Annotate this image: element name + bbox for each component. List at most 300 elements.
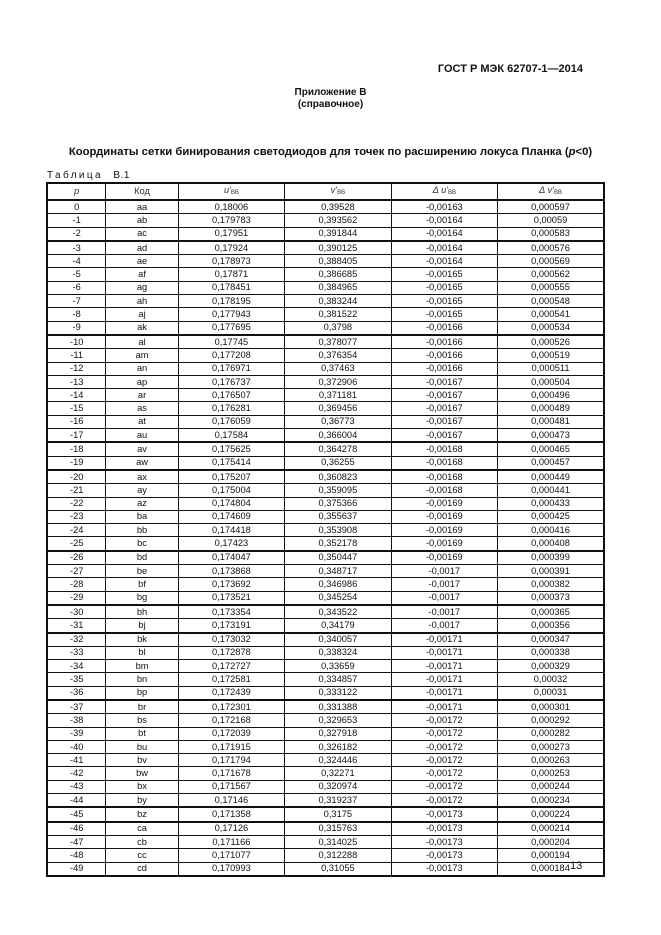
cell-col-delta-v: 0,000548	[498, 295, 604, 308]
header-label: v'	[330, 184, 338, 195]
cell-col-v: 0,32271	[285, 767, 391, 780]
cell-col-v: 0,326182	[285, 740, 391, 753]
cell-col-v: 0,383244	[285, 295, 391, 308]
cell-col-code: bd	[106, 551, 178, 565]
cell-col-delta-u: -0,00171	[391, 646, 497, 659]
cell-col-p: -29	[47, 591, 106, 605]
cell-col-delta-v: 0,000234	[498, 794, 604, 808]
table-row	[47, 456, 604, 470]
cell-col-delta-v: 0,000449	[498, 470, 604, 484]
cell-col-v: 0,34179	[285, 619, 391, 633]
cell-col-u: 0,174804	[178, 497, 284, 510]
cell-col-u: 0,17871	[178, 268, 284, 281]
cell-col-code: as	[106, 402, 178, 415]
cell-col-u: 0,174609	[178, 510, 284, 523]
table-row	[47, 605, 604, 619]
table-row	[47, 619, 604, 633]
cell-col-p: -49	[47, 862, 106, 876]
cell-col-code: bf	[106, 578, 178, 591]
cell-col-p: -28	[47, 578, 106, 591]
cell-col-v: 0,319237	[285, 794, 391, 808]
cell-col-p: -42	[47, 767, 106, 780]
cell-col-u: 0,175004	[178, 484, 284, 497]
cell-col-delta-v: 0,000373	[498, 591, 604, 605]
header-label: Δ v'	[539, 184, 554, 195]
table-row	[47, 362, 604, 375]
cell-col-delta-u: -0,00167	[391, 402, 497, 415]
cell-col-p: -48	[47, 849, 106, 862]
cell-col-v: 0,366004	[285, 429, 391, 443]
cell-col-code: bh	[106, 605, 178, 619]
table-row	[47, 754, 604, 767]
cell-col-delta-u: -0,00167	[391, 389, 497, 402]
cell-col-u: 0,17584	[178, 429, 284, 443]
cell-col-delta-u: -0,0017	[391, 605, 497, 619]
cell-col-code: ac	[106, 227, 178, 241]
cell-col-delta-u: -0,00169	[391, 537, 497, 551]
table-row	[47, 794, 604, 808]
cell-col-delta-u: -0,00165	[391, 268, 497, 281]
cell-col-delta-u: -0,00173	[391, 822, 497, 836]
cell-col-code: bu	[106, 740, 178, 753]
cell-col-delta-v: 0,000408	[498, 537, 604, 551]
cell-col-code: ap	[106, 375, 178, 388]
cell-col-delta-v: 0,000194	[498, 849, 604, 862]
cell-col-v: 0,391844	[285, 227, 391, 241]
cell-col-delta-u: -0,00169	[391, 510, 497, 523]
cell-col-delta-u: -0,00165	[391, 281, 497, 294]
cell-col-delta-v: 0,000473	[498, 429, 604, 443]
cell-col-p: -20	[47, 470, 106, 484]
heading-text: Координаты сетки бинирования светодиодов для точек по расширению локуса Планка (	[68, 146, 569, 158]
cell-col-p: -34	[47, 660, 106, 673]
table-row	[47, 321, 604, 335]
cell-col-v: 0,378077	[285, 335, 391, 349]
cell-col-u: 0,173032	[178, 633, 284, 647]
cell-col-delta-v: 0,000511	[498, 362, 604, 375]
table-row	[47, 375, 604, 388]
cell-col-p: -7	[47, 295, 106, 308]
table-row	[47, 591, 604, 605]
table-row	[47, 295, 604, 308]
cell-col-delta-v: 0,000301	[498, 700, 604, 714]
cell-col-code: bm	[106, 660, 178, 673]
cell-col-u: 0,17951	[178, 227, 284, 241]
cell-col-delta-u: -0,00167	[391, 429, 497, 443]
cell-col-u: 0,174047	[178, 551, 284, 565]
header-label: u'	[223, 184, 231, 195]
cell-col-p: -16	[47, 415, 106, 428]
table-row	[47, 429, 604, 443]
cell-col-u: 0,172301	[178, 700, 284, 714]
data-table	[46, 182, 605, 877]
cell-col-delta-u: -0,0017	[391, 591, 497, 605]
cell-col-p: -8	[47, 308, 106, 321]
cell-col-delta-u: -0,00172	[391, 794, 497, 808]
cell-col-v: 0,324446	[285, 754, 391, 767]
table-row	[47, 484, 604, 497]
cell-col-u: 0,174418	[178, 524, 284, 537]
cell-col-u: 0,176971	[178, 362, 284, 375]
cell-col-delta-v: 0,000329	[498, 660, 604, 673]
cell-col-u: 0,176281	[178, 402, 284, 415]
table-row	[47, 241, 604, 255]
cell-col-v: 0,315763	[285, 822, 391, 836]
cell-col-v: 0,381522	[285, 308, 391, 321]
cell-col-delta-v: 0,000253	[498, 767, 604, 780]
cell-col-code: az	[106, 497, 178, 510]
table-row	[47, 402, 604, 415]
table-row	[47, 497, 604, 510]
cell-col-delta-u: -0,00164	[391, 241, 497, 255]
cell-col-u: 0,172581	[178, 673, 284, 686]
cell-col-u: 0,171915	[178, 740, 284, 753]
cell-col-v: 0,369456	[285, 402, 391, 415]
cell-col-v: 0,372906	[285, 375, 391, 388]
cell-col-code: an	[106, 362, 178, 375]
cell-col-p: -43	[47, 780, 106, 793]
cell-col-code: ay	[106, 484, 178, 497]
cell-col-p: -6	[47, 281, 106, 294]
cell-col-v: 0,37463	[285, 362, 391, 375]
heading-var: p	[568, 146, 576, 158]
cell-col-delta-u: -0,00172	[391, 740, 497, 753]
cell-col-delta-u: -0,0017	[391, 565, 497, 578]
header-subscript: BB	[337, 189, 346, 196]
header-subscript: BB	[230, 189, 239, 196]
cell-col-v: 0,388405	[285, 255, 391, 268]
cell-col-v: 0,386685	[285, 268, 391, 281]
cell-col-u: 0,171678	[178, 767, 284, 780]
cell-col-p: -9	[47, 321, 106, 335]
table-caption-word: Таблица	[47, 170, 104, 181]
cell-col-delta-u: -0,00168	[391, 484, 497, 497]
cell-col-code: ag	[106, 281, 178, 294]
cell-col-v: 0,338324	[285, 646, 391, 659]
table-row	[47, 700, 604, 714]
cell-col-u: 0,176737	[178, 375, 284, 388]
cell-col-v: 0,333122	[285, 686, 391, 700]
table-row	[47, 849, 604, 862]
cell-col-code: bs	[106, 714, 178, 727]
cell-col-delta-v: 0,000214	[498, 822, 604, 836]
table-caption	[47, 170, 130, 181]
cell-col-p: -11	[47, 349, 106, 362]
cell-col-p: -12	[47, 362, 106, 375]
cell-col-v: 0,343522	[285, 605, 391, 619]
cell-col-u: 0,17924	[178, 241, 284, 255]
cell-col-delta-u: -0,00173	[391, 862, 497, 876]
cell-col-u: 0,171077	[178, 849, 284, 862]
cell-col-delta-u: -0,00167	[391, 415, 497, 428]
cell-col-delta-v: 0,000292	[498, 714, 604, 727]
cell-col-p: -39	[47, 727, 106, 740]
cell-col-p: -3	[47, 241, 106, 255]
cell-col-delta-u: -0,00168	[391, 470, 497, 484]
cell-col-v: 0,353908	[285, 524, 391, 537]
header-label: p	[74, 186, 80, 196]
cell-col-code: av	[106, 442, 178, 456]
appendix-type: (справочное)	[297, 99, 364, 110]
cell-col-code: bp	[106, 686, 178, 700]
cell-col-delta-v: 0,000365	[498, 605, 604, 619]
cell-col-u: 0,178451	[178, 281, 284, 294]
cell-col-v: 0,348717	[285, 565, 391, 578]
table-row	[47, 255, 604, 268]
table-row	[47, 862, 604, 876]
cell-col-p: -1	[47, 214, 106, 227]
cell-col-code: ae	[106, 255, 178, 268]
cell-col-delta-u: -0,00166	[391, 349, 497, 362]
cell-col-code: ab	[106, 214, 178, 227]
cell-col-code: cc	[106, 849, 178, 862]
cell-col-code: ba	[106, 510, 178, 523]
table-row	[47, 673, 604, 686]
heading-suffix: <0)	[575, 146, 593, 158]
cell-col-delta-u: -0,00166	[391, 321, 497, 335]
cell-col-u: 0,179783	[178, 214, 284, 227]
cell-col-delta-u: -0,00173	[391, 807, 497, 821]
cell-col-v: 0,359095	[285, 484, 391, 497]
cell-col-delta-v: 0,000399	[498, 551, 604, 565]
cell-col-code: af	[106, 268, 178, 281]
cell-col-v: 0,345254	[285, 591, 391, 605]
table-row	[47, 835, 604, 848]
table-row	[47, 537, 604, 551]
cell-col-u: 0,17423	[178, 537, 284, 551]
header-subscript: BB	[448, 189, 457, 196]
cell-col-p: -18	[47, 442, 106, 456]
cell-col-code: bx	[106, 780, 178, 793]
cell-col-delta-v: 0,000555	[498, 281, 604, 294]
cell-col-delta-u: -0,00163	[391, 200, 497, 214]
cell-col-delta-v: 0,000416	[498, 524, 604, 537]
cell-col-u: 0,173692	[178, 578, 284, 591]
cell-col-v: 0,320974	[285, 780, 391, 793]
cell-col-v: 0,364278	[285, 442, 391, 456]
cell-col-code: bb	[106, 524, 178, 537]
cell-col-code: br	[106, 700, 178, 714]
cell-col-delta-v: 0,000496	[498, 389, 604, 402]
table-row	[47, 822, 604, 836]
cell-col-u: 0,171166	[178, 835, 284, 848]
cell-col-v: 0,312288	[285, 849, 391, 862]
cell-col-v: 0,371181	[285, 389, 391, 402]
cell-col-delta-v: 0,000519	[498, 349, 604, 362]
cell-col-p: -14	[47, 389, 106, 402]
cell-col-code: bv	[106, 754, 178, 767]
cell-col-code: bj	[106, 619, 178, 633]
cell-col-code: al	[106, 335, 178, 349]
cell-col-u: 0,175207	[178, 470, 284, 484]
cell-col-v: 0,39528	[285, 200, 391, 214]
cell-col-u: 0,170993	[178, 862, 284, 876]
table-row	[47, 714, 604, 727]
cell-col-u: 0,173868	[178, 565, 284, 578]
cell-col-delta-u: -0,00168	[391, 442, 497, 456]
cell-col-v: 0,3798	[285, 321, 391, 335]
cell-col-u: 0,178195	[178, 295, 284, 308]
cell-col-delta-v: 0,000338	[498, 646, 604, 659]
cell-col-p: -33	[47, 646, 106, 659]
cell-col-p: -26	[47, 551, 106, 565]
cell-col-p: -47	[47, 835, 106, 848]
cell-col-v: 0,393562	[285, 214, 391, 227]
cell-col-delta-v: 0,000457	[498, 456, 604, 470]
cell-col-delta-v: 0,000541	[498, 308, 604, 321]
header-col-delta-v	[498, 183, 604, 200]
table-row	[47, 686, 604, 700]
cell-col-delta-u: -0,00164	[391, 214, 497, 227]
cell-col-delta-u: -0,00172	[391, 767, 497, 780]
cell-col-delta-v: 0,000569	[498, 255, 604, 268]
cell-col-delta-u: -0,0017	[391, 578, 497, 591]
cell-col-p: -23	[47, 510, 106, 523]
cell-col-v: 0,36255	[285, 456, 391, 470]
table-row	[47, 780, 604, 793]
cell-col-delta-u: -0,00164	[391, 227, 497, 241]
table-row	[47, 415, 604, 428]
cell-col-delta-v: 0,000224	[498, 807, 604, 821]
cell-col-code: bn	[106, 673, 178, 686]
cell-col-delta-u: -0,00171	[391, 700, 497, 714]
cell-col-v: 0,329653	[285, 714, 391, 727]
cell-col-v: 0,3175	[285, 807, 391, 821]
cell-col-p: -41	[47, 754, 106, 767]
cell-col-delta-u: -0,00167	[391, 375, 497, 388]
cell-col-u: 0,176507	[178, 389, 284, 402]
cell-col-code: ah	[106, 295, 178, 308]
table-body	[47, 200, 604, 876]
appendix-title: Приложение В	[294, 87, 367, 98]
cell-col-u: 0,173521	[178, 591, 284, 605]
table-row	[47, 268, 604, 281]
cell-col-u: 0,172039	[178, 727, 284, 740]
cell-col-p: -36	[47, 686, 106, 700]
cell-col-delta-v: 0,000441	[498, 484, 604, 497]
appendix-block	[0, 87, 661, 111]
cell-col-u: 0,17146	[178, 794, 284, 808]
cell-col-p: -15	[47, 402, 106, 415]
cell-col-delta-v: 0,000465	[498, 442, 604, 456]
table-row	[47, 214, 604, 227]
cell-col-delta-v: 0,00032	[498, 673, 604, 686]
cell-col-delta-v: 0,000273	[498, 740, 604, 753]
cell-col-p: -21	[47, 484, 106, 497]
cell-col-v: 0,360823	[285, 470, 391, 484]
table-row	[47, 308, 604, 321]
cell-col-delta-v: 0,000244	[498, 780, 604, 793]
cell-col-code: by	[106, 794, 178, 808]
cell-col-code: bl	[106, 646, 178, 659]
cell-col-code: cd	[106, 862, 178, 876]
cell-col-code: ak	[106, 321, 178, 335]
cell-col-code: at	[106, 415, 178, 428]
cell-col-u: 0,173354	[178, 605, 284, 619]
cell-col-code: ca	[106, 822, 178, 836]
cell-col-delta-u: -0,00171	[391, 686, 497, 700]
cell-col-p: -4	[47, 255, 106, 268]
cell-col-delta-v: 0,000489	[498, 402, 604, 415]
cell-col-p: -38	[47, 714, 106, 727]
header-label: Код	[134, 186, 150, 196]
cell-col-p: -30	[47, 605, 106, 619]
header-col-u	[178, 183, 284, 200]
cell-col-code: cb	[106, 835, 178, 848]
table-caption-number: В.1	[113, 170, 130, 181]
section-heading	[0, 146, 661, 158]
cell-col-v: 0,327918	[285, 727, 391, 740]
cell-col-code: be	[106, 565, 178, 578]
cell-col-delta-u: -0,00165	[391, 308, 497, 321]
cell-col-u: 0,171794	[178, 754, 284, 767]
cell-col-delta-u: -0,00169	[391, 524, 497, 537]
cell-col-delta-v: 0,000576	[498, 241, 604, 255]
cell-col-v: 0,355637	[285, 510, 391, 523]
page-number: 13	[570, 860, 583, 872]
header-col-p	[47, 183, 106, 200]
cell-col-p: -45	[47, 807, 106, 821]
cell-col-delta-u: -0,00171	[391, 660, 497, 673]
cell-col-v: 0,350447	[285, 551, 391, 565]
cell-col-code: bt	[106, 727, 178, 740]
cell-col-delta-v: 0,00031	[498, 686, 604, 700]
cell-col-code: am	[106, 349, 178, 362]
table-row	[47, 578, 604, 591]
cell-col-delta-v: 0,000356	[498, 619, 604, 633]
cell-col-delta-u: -0,00169	[391, 497, 497, 510]
cell-col-delta-u: -0,0017	[391, 619, 497, 633]
cell-col-v: 0,352178	[285, 537, 391, 551]
cell-col-p: 0	[47, 200, 106, 214]
cell-col-u: 0,17126	[178, 822, 284, 836]
cell-col-code: aa	[106, 200, 178, 214]
cell-col-p: -17	[47, 429, 106, 443]
table-row	[47, 565, 604, 578]
header-col-code	[106, 183, 178, 200]
cell-col-p: -31	[47, 619, 106, 633]
cell-col-delta-v: 0,000583	[498, 227, 604, 241]
cell-col-delta-v: 0,000391	[498, 565, 604, 578]
cell-col-code: bw	[106, 767, 178, 780]
cell-col-v: 0,334857	[285, 673, 391, 686]
cell-col-p: -2	[47, 227, 106, 241]
cell-col-p: -22	[47, 497, 106, 510]
cell-col-delta-u: -0,00173	[391, 849, 497, 862]
cell-col-code: au	[106, 429, 178, 443]
cell-col-delta-v: 0,000526	[498, 335, 604, 349]
cell-col-p: -40	[47, 740, 106, 753]
header-col-v	[285, 183, 391, 200]
cell-col-delta-u: -0,00165	[391, 295, 497, 308]
cell-col-delta-v: 0,000204	[498, 835, 604, 848]
cell-col-delta-v: 0,000504	[498, 375, 604, 388]
cell-col-v: 0,384965	[285, 281, 391, 294]
cell-col-code: aj	[106, 308, 178, 321]
table-header-row	[47, 183, 604, 200]
cell-col-delta-v: 0,000282	[498, 727, 604, 740]
cell-col-delta-u: -0,00169	[391, 551, 497, 565]
cell-col-delta-v: 0,000347	[498, 633, 604, 647]
cell-col-code: ar	[106, 389, 178, 402]
cell-col-code: bz	[106, 807, 178, 821]
cell-col-v: 0,314025	[285, 835, 391, 848]
cell-col-v: 0,36773	[285, 415, 391, 428]
table-row	[47, 281, 604, 294]
cell-col-u: 0,172439	[178, 686, 284, 700]
cell-col-u: 0,177695	[178, 321, 284, 335]
table-row	[47, 442, 604, 456]
